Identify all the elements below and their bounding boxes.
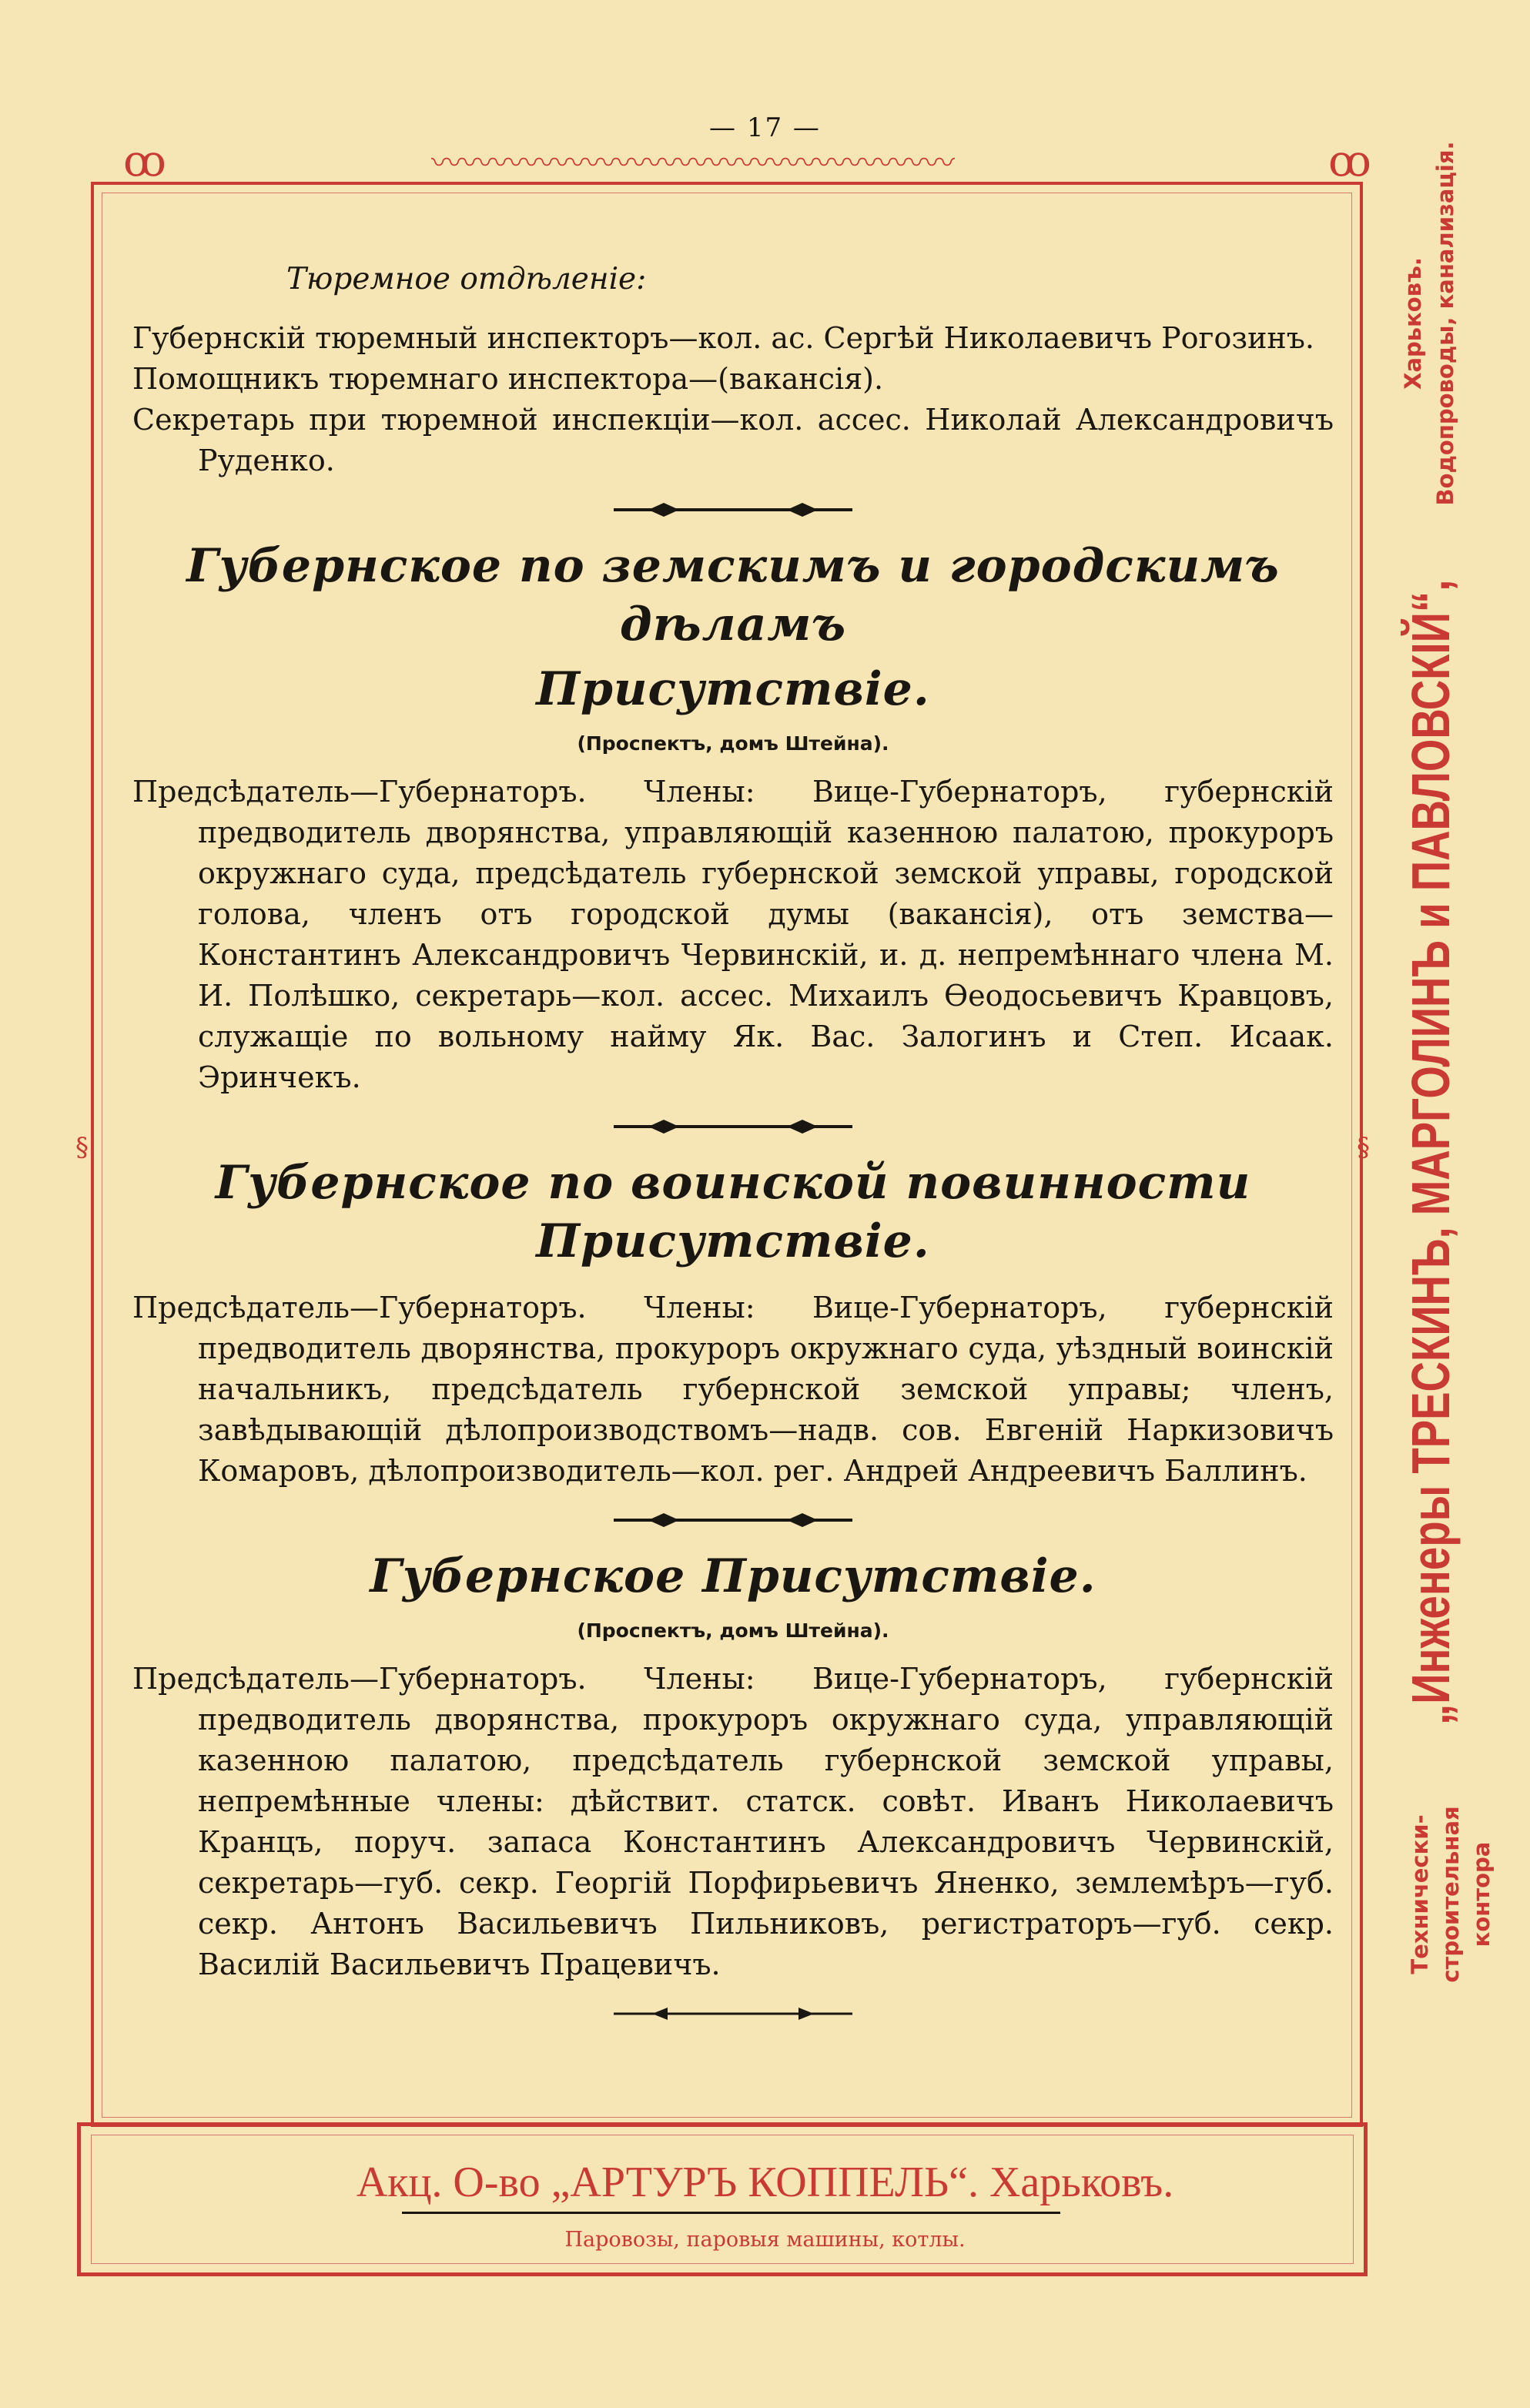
entry-assistant: Помощникъ тюремнаго инспектора—(вакансія). [132,362,884,396]
side-advertisement [1386,116,1530,2041]
side-ad-left-line2: контора [1468,1841,1495,1947]
entry-secretary: Секретарь при тюремной инспекціи—кол. ассес. Николай Александровичъ Руденко. [132,403,1334,477]
section-title: Присутствіе. [536,662,930,716]
section-address: (Проспектъ, домъ Штейна). [577,1619,889,1642]
section-body: Предсѣдатель—Губернаторъ. Члены: Вице-Губернаторъ, губернскій предводитель дворянства, прокуроръ окружнаго суда, уѣздный воинскій начальникъ, предсѣдатель губернской земской управы; членъ, завѣдывающій дѣлопроизводствомъ—надв. сов. Евгеній Наркизовичъ Комаровъ, дѣлопроизводитель—кол. рег. Андрей Андреевичъ Баллинъ. [132,1291,1334,1488]
side-ad-services: Водопроводы, канализація. [1432,141,1458,506]
section-subheading: Тюремное отдѣленіе: [286,262,647,296]
bottom-advertisement-subtitle: Паровозы, паровыя машины, котлы. [564,2228,966,2252]
corner-swirl-icon: ꝏ [123,136,166,186]
section-body: Предсѣдатель—Губернаторъ. Члены: Вице-Губернаторъ, губернскій предводитель дворянства, прокуроръ окружнаго суда, управляющій казенною палатою, предсѣдатель губернской земской управы, непремѣнные члены: дѣйствит. статск. совѣт. Иванъ Николаевичъ Кранцъ, поруч. запаса Константинъ Александровичъ Червинскій, секретарь—губ. секр. Георгій Порфирьевичъ Яненко, землемѣръ—губ. секр. Антонъ Васильевичъ Пильниковъ, регистраторъ—губ. секр. Василій Васильевичъ Працевичъ. [132,1662,1334,1981]
side-ad-city: Харьковъ. [1400,257,1426,390]
side-ad-right [1397,116,1461,531]
entry-inspector: Губернскій тюремный инспекторъ—кол. ас. Сергѣй Николаевичъ Рогозинъ. [132,321,1314,355]
side-ad-left-line1: Технически-строительная [1407,1806,1464,1983]
separator-ornament-icon [606,2004,860,2024]
section-body: Предсѣдатель—Губернаторъ. Члены: Вице-Губернаторъ, губернскій предводитель дворянства, управляющій казенною палатою, прокуроръ окружнаго суда, предсѣдатель губернской земской управы, городской голова, членъ отъ городской думы (вакансія), отъ земства—Константинъ Александровичъ Червинскій, и. д. непремѣннаго члена М. И. Полѣшко, секретарь—кол. ассес. Михаилъ Ѳеодосьевичъ Кравцовъ, служащіе по вольному найму Як. Вас. Залогинъ и Степ. Исаак. Эринчекъ. [132,775,1334,1094]
side-ad-company-name: „Инженеры ТРЕСКИНЪ, МАРГОЛИНЪ и ПАВЛОВСКІЙ“, [1401,579,1461,1725]
advertisement-underline [402,2212,1060,2214]
main-content [132,262,1334,2041]
side-ornament-icon: § [75,1132,89,1163]
section-title: Губернское по земскимъ и городскимъ дѣламъ [186,539,1280,651]
side-ornament-icon: § [1357,1132,1370,1163]
separator-ornament-icon [606,1510,860,1530]
separator-ornament-icon [606,1117,860,1137]
corner-swirl-icon: ꝏ [1328,136,1371,186]
side-ad-left [1404,1748,1497,2041]
bottom-advertisement-title: Акц. О-во „АРТУРЪ КОППЕЛЬ“. Харьковъ. [356,2158,1174,2206]
section-title: Губернское Присутствіе. [370,1549,1096,1603]
separator-ornament-icon [606,500,860,520]
section-address: (Проспектъ, домъ Штейна). [577,732,889,755]
section-title: Губернское по воинской повинности Присутствіе. [215,1156,1251,1268]
page-number: — 17 — [709,112,821,143]
scroll-ornament-icon: 〰〰〰〰〰〰〰〰〰〰〰〰〰〰〰〰〰 [431,146,955,181]
